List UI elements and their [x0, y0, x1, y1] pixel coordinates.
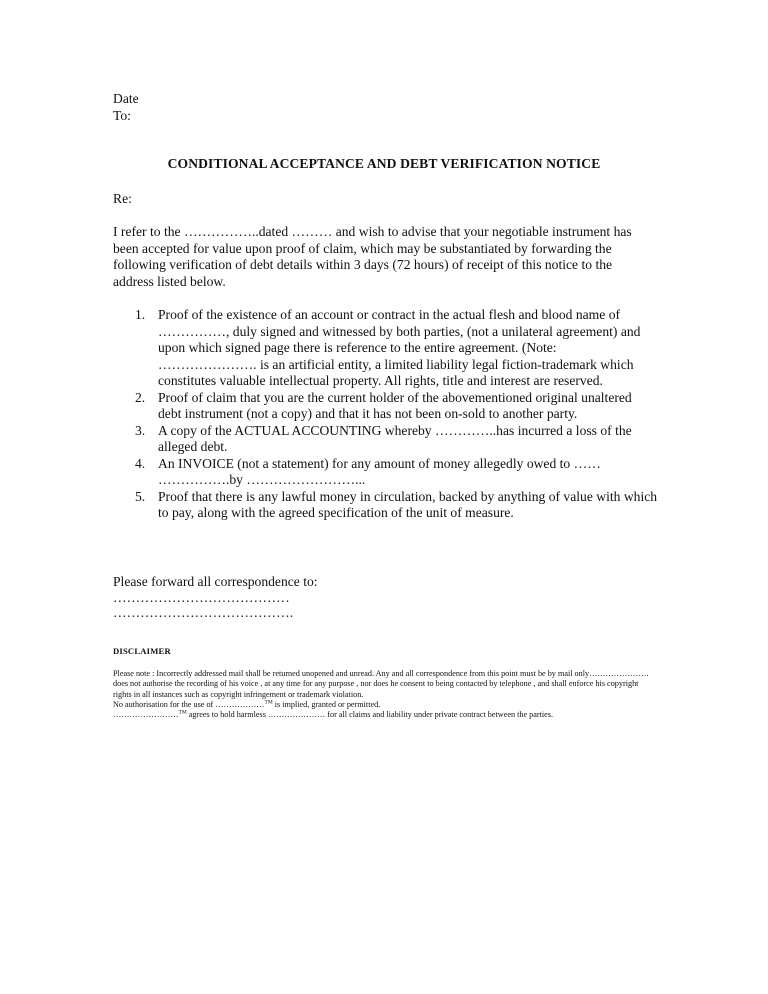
- re-label: Re:: [113, 191, 132, 206]
- list-number: 1.: [135, 307, 146, 322]
- trademark-symbol: TM: [178, 709, 187, 716]
- disclaimer-text: ……………………: [113, 710, 179, 720]
- list-number: 5.: [135, 488, 146, 504]
- disclaimer-heading: DISCLAIMER: [113, 646, 171, 656]
- list-item: [113, 390, 658, 423]
- disclaimer-authorisation-line: [113, 700, 658, 710]
- list-item: [113, 423, 658, 456]
- list-item: [113, 456, 658, 489]
- list-number: 4.: [135, 455, 146, 471]
- intro-paragraph: I refer to the ……………..dated ……… and wish to advise that your negotiable instrument has been accepted for value upon proof of claim, which may be substantiated by forwarding the following verification of debt details within 3 days (72 hours) of receipt of this notice to the address listed below.: [113, 224, 632, 289]
- disclaimer-harmless-line: [113, 710, 658, 720]
- disclaimer-body: [113, 669, 658, 720]
- list-item-text: An INVOICE (not a statement) for any amount of money allegedly owed to …… …………….by ……………………...: [158, 455, 601, 487]
- address-line-1: …………………………………: [113, 590, 290, 605]
- trademark-symbol: TM: [264, 699, 273, 706]
- verification-list: [113, 307, 658, 522]
- to-label: To:: [113, 108, 131, 123]
- list-item-text: Proof of the existence of an account or contract in the actual flesh and blood name of ……………, duly signed and witnessed by both parties, (not a unilateral agreement) and upon which signed page there is reference to the entire agreement. (Note: …………………. is an artificial entity, a limited liability legal fiction-trademark which constitutes valuable intellectual property. All rights, title and interest are reserved.: [158, 307, 641, 388]
- list-item: [113, 489, 658, 522]
- disclaimer-paragraph: Please note : Incorrectly addressed mail shall be returned unopened and unread. Any and all correspondence from this point must be by mail only…………………. does not authorise the recording of his voice , at any time for any purpose , nor does he consent to being contacted by telephone , and shall enforce his copyright rights in all instances such as copyright infringement or trademark violation.: [113, 669, 649, 699]
- list-item-text: Proof of claim that you are the current holder of the abovementioned original unaltered debt instrument (not a copy) and that it has not been on-sold to another party.: [158, 389, 632, 421]
- disclaimer-text: No authorisation for the use of ………………: [113, 699, 265, 709]
- forward-correspondence-label: Please forward all correspondence to:: [113, 574, 318, 589]
- list-number: 3.: [135, 422, 146, 438]
- date-label: Date: [113, 91, 139, 106]
- list-number: 2.: [135, 389, 146, 405]
- disclaimer-text: is implied, granted or permitted.: [272, 699, 381, 709]
- address-line-2: ………………………………….: [113, 605, 294, 620]
- list-item-text: Proof that there is any lawful money in circulation, backed by anything of value with which to pay, along with the agreed specification of the unit of measure.: [158, 488, 658, 520]
- disclaimer-text: agrees to hold harmless ………………… for all claims and liability under private contract between the parties.: [186, 710, 554, 720]
- document-title: CONDITIONAL ACCEPTANCE AND DEBT VERIFICATION NOTICE: [167, 156, 601, 171]
- list-item: [113, 307, 658, 390]
- list-item-text: A copy of the ACTUAL ACCOUNTING whereby …………..has incurred a loss of the alleged debt.: [158, 422, 632, 454]
